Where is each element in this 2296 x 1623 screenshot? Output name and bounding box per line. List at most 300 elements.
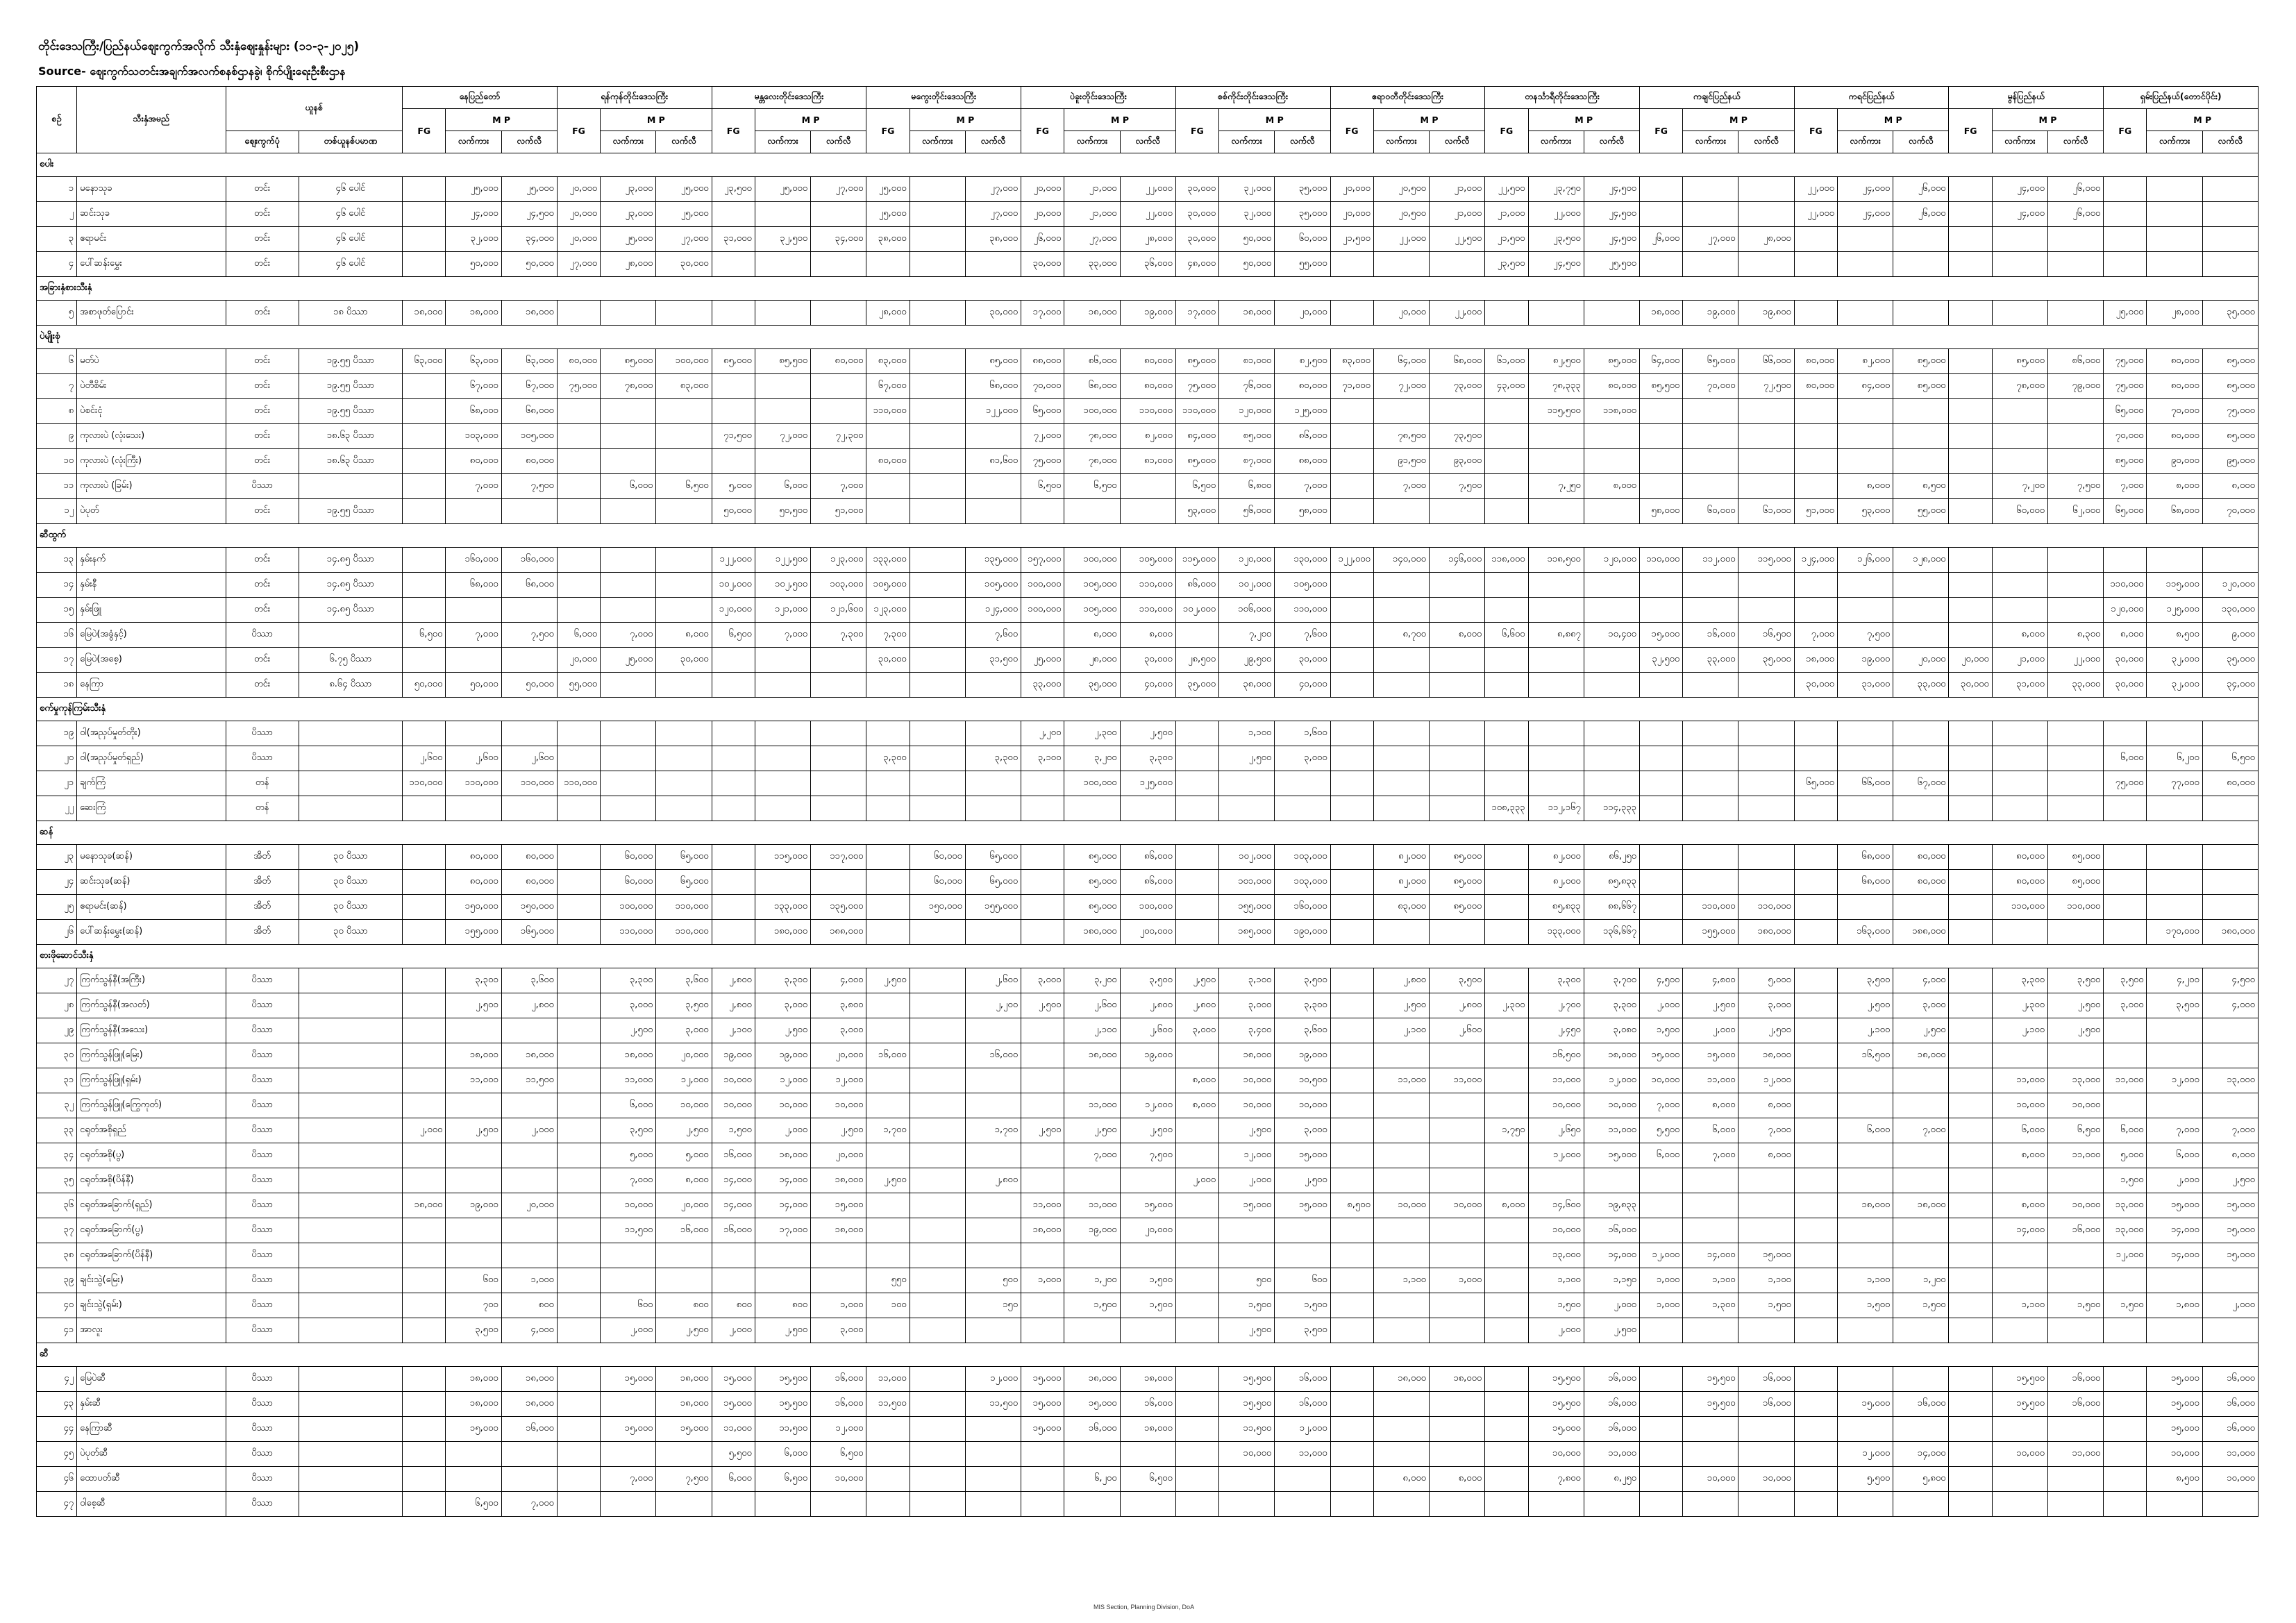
price-cell [403,796,446,821]
price-cell: ၁၅,၀၀၀ [601,1367,656,1392]
price-cell: ၁၀,၀၀၀ [712,1093,755,1118]
price-cell: ၅,၀၀၀ [601,1143,656,1168]
unit-measure [299,993,402,1018]
price-cell: ၃၄,၀၀၀ [2202,673,2258,698]
price-cell [2202,1018,2258,1043]
price-cell: ၃,၀၀၀ [1175,1018,1218,1043]
price-cell: ၃,၆၀၀ [656,968,712,993]
header-max: လက်လီ [1430,131,1485,153]
crop-name: ငရုတ်အခြောက်(ရှည်) [77,1193,226,1218]
price-cell: ၂၇,၀၀၀ [656,227,712,252]
price-cell: ၈၆,၀၀၀ [1275,424,1330,449]
price-cell: ၈,၀၀၀ [2202,1143,2258,1168]
price-cell: ၁၀,၀၀၀ [1639,1068,1682,1093]
price-cell: ၈၀,၀၀၀ [1275,374,1330,399]
price-cell: ၆၈,၀၀၀ [2147,499,2202,524]
price-cell: ၂,၆၅၀ [1528,1118,1584,1143]
crop-name: ကြက်သွန်နီ(အလတ်) [77,993,226,1018]
price-cell: ၁၅,၅၀၀ [755,1367,810,1392]
price-cell: ၁၈,၀၀၀ [1893,1043,1949,1068]
price-cell [1794,1243,1837,1268]
price-cell [1639,424,1682,449]
price-cell: ၂,၁၀၀ [712,1018,755,1043]
price-cell [1430,1318,1485,1343]
price-cell [1430,598,1485,623]
price-cell: ၇,၅၀၀ [1430,474,1485,499]
price-cell: ၇,၈၀၀ [1528,1467,1584,1492]
price-cell [1837,1168,1893,1193]
price-cell: ၈,၅၀၀ [2147,623,2202,648]
price-cell: ၆၈,၀၀၀ [1064,374,1120,399]
price-cell: ၄,၅၀၀ [2202,968,2258,993]
price-cell [910,796,965,821]
row-number: ၂၂ [37,796,77,821]
price-cell [1330,845,1373,870]
row-number: ၁၆ [37,623,77,648]
price-cell: ၂,၅၀၀ [1837,993,1893,1018]
price-cell: ၇၃,၀၀၀ [1430,374,1485,399]
unit-market: ပိဿာ [226,1068,299,1093]
unit-market: တင်း [226,202,299,227]
price-cell: ၆၅,၀၀၀ [656,870,712,895]
price-cell [910,746,965,771]
price-cell [1893,623,1949,648]
price-cell [656,721,712,746]
unit-measure: ၁၈.၆၃ ပိဿာ [299,424,402,449]
price-cell: ၂၀,၀၀၀ [811,1043,866,1068]
price-cell: ၁၀၀,၀၀၀ [656,349,712,374]
price-cell [1949,1367,1992,1392]
crop-name: ငရုတ်အစို(ပိန်နီ) [77,1168,226,1193]
price-cell: ၈၅,၀၀၀ [965,349,1021,374]
price-cell: ၂၈,၀၀၀ [2147,301,2202,326]
price-cell: ၈၅,၀၀၀ [2047,845,2103,870]
price-cell: ၈၅,၀၀၀ [2202,424,2258,449]
price-cell [1584,673,1639,698]
price-cell: ၁၃၀,၀၀၀ [2202,598,2258,623]
price-cell: ၆၀,၀၀၀ [1275,227,1330,252]
price-cell: ၂၄,၀၀၀ [1837,202,1893,227]
price-cell [1330,673,1373,698]
price-cell [1738,252,1794,277]
price-cell [965,1318,1021,1343]
price-cell: ၈၅,၀၀၀ [1893,374,1949,399]
price-cell [1837,399,1893,424]
price-cell: ၂၈,၀၀၀ [1120,227,1175,252]
price-cell: ၁၈,၀၀၀ [1373,1367,1429,1392]
price-cell [1485,1467,1528,1492]
price-cell: ၂,၀၀၀ [1683,1018,1738,1043]
price-cell: ၁,၆၀၀ [1275,721,1330,746]
price-cell [2104,1367,2147,1392]
price-cell: ၁၈,၀၀၀ [403,1193,446,1218]
price-cell [1794,1293,1837,1318]
unit-market: တင်း [226,177,299,202]
unit-measure [299,1268,402,1293]
price-cell: ၈,၀၀၀ [2147,474,2202,499]
price-cell [1485,474,1528,499]
price-cell [811,721,866,746]
price-cell: ၈၄,၀၀၀ [1837,374,1893,399]
price-cell: ၂၃,၅၀၀ [1528,227,1584,252]
price-cell [557,449,600,474]
price-cell: ၁,၅၀၀ [1738,1293,1794,1318]
price-cell: ၁၀၀,၀၀၀ [1120,895,1175,920]
price-cell [601,1243,656,1268]
price-cell [712,202,755,227]
price-cell [1485,399,1528,424]
price-cell: ၁၆,၀၀၀ [1120,1392,1175,1417]
price-cell [866,1417,910,1442]
price-cell [910,1168,965,1193]
price-cell: ၂,၅၀၀ [1219,746,1275,771]
price-cell: ၈၅,၈၃၃ [1528,895,1584,920]
price-cell: ၅၅,၀၀၀ [1893,499,1949,524]
row-number: ၃၅ [37,1168,77,1193]
price-cell [1275,796,1330,821]
price-cell: ၈၂,၀၀၀ [1528,845,1584,870]
price-cell [2202,796,2258,821]
price-cell [601,499,656,524]
price-cell: ၁၁,၀၀၀ [1683,1068,1738,1093]
price-cell [712,1243,755,1268]
price-cell [1738,845,1794,870]
price-cell: ၇,၅၀၀ [2047,474,2103,499]
price-cell [1584,1492,1639,1517]
price-cell [1485,1093,1528,1118]
price-cell [1330,1218,1373,1243]
price-cell [1219,1218,1275,1243]
crop-name: ဧရာမင်း(ဆန်) [77,895,226,920]
row-number: ၁၇ [37,648,77,673]
price-cell [1330,1318,1373,1343]
price-cell: ၁၆,၀၀၀ [1738,1392,1794,1417]
price-cell [1120,1492,1175,1517]
price-cell [1120,1168,1175,1193]
price-cell: ၆၈,၀၀၀ [1837,845,1893,870]
price-cell: ၃၀,၀၀၀ [1175,177,1218,202]
price-cell: ၈၆,၀၀၀ [1175,573,1218,598]
price-cell: ၁၆၃,၀၀၀ [1837,920,1893,945]
price-cell [965,673,1021,698]
header-mp: M P [1683,109,1795,131]
price-cell: ၁၀၀,၀၀၀ [1064,399,1120,424]
price-cell [2147,227,2202,252]
price-cell: ၁,၁၀၀ [1837,1268,1893,1293]
price-cell: ၁၆၀,၀၀၀ [446,548,501,573]
price-cell: ၁၅,၀၀၀ [712,1392,755,1417]
price-cell [1485,870,1528,895]
price-cell: ၁၁၈,၀၀၀ [1485,548,1528,573]
price-cell [1330,1093,1373,1118]
price-cell [1528,301,1584,326]
price-cell [1175,1243,1218,1268]
price-cell [2047,1043,2103,1068]
price-cell [2147,870,2202,895]
price-cell: ၂,၀၀၀ [501,1118,557,1143]
price-cell: ၁၆,၀၀၀ [866,1043,910,1068]
price-cell: ၁၈၀,၀၀၀ [2202,920,2258,945]
price-cell: ၈၅,၀၀၀ [2202,349,2258,374]
unit-measure: ၁၉.၅၅ ပိဿာ [299,499,402,524]
price-cell: ၁၁၅,၀၀၀ [1175,548,1218,573]
price-cell: ၆၇,၀၀၀ [501,374,557,399]
price-cell [1794,1143,1837,1168]
price-cell: ၁,၁၀၀ [1219,721,1275,746]
price-cell: ၂,၀၀၀ [1584,1293,1639,1318]
price-cell [712,1492,755,1517]
price-cell: ၂,၈၀၀ [712,993,755,1018]
price-cell [1330,1068,1373,1093]
price-cell: ၃,၀၀၀ [1219,993,1275,1018]
price-cell [1949,623,1992,648]
price-cell: ၁၉,၈၃၃ [1584,1193,1639,1218]
price-cell: ၃,၀၈၀ [1584,1018,1639,1043]
price-cell [1175,1193,1218,1218]
price-cell [1430,1118,1485,1143]
header-min: လက်ကား [1683,131,1738,153]
price-cell: ၁၈,၀၀၀ [501,1043,557,1068]
price-cell [910,1367,965,1392]
price-cell [1373,598,1429,623]
price-cell [866,1018,910,1043]
price-cell: ၁၀၅,၀၀၀ [1064,573,1120,598]
price-cell [2202,252,2258,277]
price-cell [1794,227,1837,252]
price-cell: ၁၅,၀၀၀ [1528,1417,1584,1442]
price-cell [557,598,600,623]
crop-name: နှမ်းနီ [77,573,226,598]
price-cell: ၂,၁၀၀ [1837,1018,1893,1043]
price-cell [910,399,965,424]
price-cell: ၃၀,၀၀၀ [2104,673,2147,698]
price-cell: ၁၀၀ [866,1293,910,1318]
price-cell [2047,721,2103,746]
price-cell: ၂၁,၀၀၀ [1485,202,1528,227]
unit-measure: ၄၆ ပေါင် [299,227,402,252]
price-cell: ၉၁,၅၀၀ [1373,449,1429,474]
price-cell: ၆,၂၀၀ [1064,1467,1120,1492]
price-cell: ၁၈,၀၀၀ [501,301,557,326]
header-region: မွန်ပြည်နယ် [1949,87,2104,109]
price-cell [501,1143,557,1168]
price-cell [2147,177,2202,202]
price-cell: ၅,၅၀၀ [1837,1467,1893,1492]
price-cell: ၇,၀၀၀ [811,474,866,499]
price-cell [965,499,1021,524]
price-cell [1893,1143,1949,1168]
price-cell [1893,424,1949,449]
price-cell [910,1043,965,1068]
price-cell [1373,1318,1429,1343]
price-cell: ၈,၀၀၀ [1120,623,1175,648]
price-cell: ၁၂,၀၀၀ [1219,1143,1275,1168]
price-cell: ၅၀,၀၀၀ [712,499,755,524]
price-cell [1120,1243,1175,1268]
price-cell [1794,721,1837,746]
unit-measure [299,1068,402,1093]
price-cell: ၂,၅၀၀ [2202,1168,2258,1193]
price-cell: ၁၀၀,၀၀၀ [1021,598,1064,623]
price-cell: ၈,၀၀၀ [1584,474,1639,499]
price-cell: ၁၈,၀၀၀ [656,1367,712,1392]
price-cell [1794,1392,1837,1417]
price-cell: ၇,၀၀၀ [1639,1093,1682,1118]
price-cell [2104,796,2147,821]
price-cell: ၂,၀၀၀ [712,1318,755,1343]
price-cell: ၅၈,၀၀၀ [1639,499,1682,524]
price-cell [557,1068,600,1093]
price-cell: ၁၅,၀၀၀ [1275,1193,1330,1218]
price-cell [1893,1243,1949,1268]
price-cell: ၇,၀၀၀ [2147,1118,2202,1143]
price-cell [965,1093,1021,1118]
price-cell: ၃,၀၀၀ [755,993,810,1018]
table-row [37,1417,2259,1442]
price-cell: ၇,၀၀၀ [755,623,810,648]
price-cell [2104,895,2147,920]
table-row [37,1268,2259,1293]
price-cell: ၁၆,၀၀၀ [2202,1417,2258,1442]
row-number: ၃၀ [37,1043,77,1068]
row-number: ၃၂ [37,1093,77,1118]
price-cell: ၈၀,၀၀၀ [1992,870,2047,895]
crop-name: ကုလားပဲ (ခြမ်း) [77,474,226,499]
table-row [37,870,2259,895]
price-cell: ၁၈,၀၀၀ [1893,1193,1949,1218]
price-cell: ၇၂,၀၀၀ [755,424,810,449]
price-cell [1485,1442,1528,1467]
price-cell [712,1268,755,1293]
price-cell [1949,845,1992,870]
price-cell: ၁၂၁,၀၀၀ [755,598,810,623]
price-cell [1794,1168,1837,1193]
price-cell [1683,721,1738,746]
price-cell: ၈၅,၅၀၀ [755,349,810,374]
price-cell [1175,1467,1218,1492]
price-cell: ၂၃,၅၀၀ [712,177,755,202]
unit-market: ပိဿာ [226,1268,299,1293]
price-cell [1430,1417,1485,1442]
header-region: စစ်ကိုင်းတိုင်းဒေသကြီး [1175,87,1330,109]
price-cell: ၈၀,၀၀၀ [1893,845,1949,870]
price-cell [1794,399,1837,424]
price-cell: ၁၁၀,၀၀၀ [656,895,712,920]
page-title: တိုင်းဒေသကြီး/ပြည်နယ်ဈေးကွက်အလိုက် သီးနှံဈေးနှုန်းများ (၁၁-၃-၂၀၂၅) [38,40,360,53]
price-cell [557,1268,600,1293]
price-cell [557,1043,600,1068]
price-cell [1992,796,2047,821]
price-cell [1120,499,1175,524]
price-cell: ၃,၅၀၀ [1430,968,1485,993]
price-cell [2104,1318,2147,1343]
price-cell: ၁၂၃,၀၀၀ [811,548,866,573]
header-min: လက်ကား [910,131,965,153]
crop-name: ဆေးကြံ [77,796,226,821]
header-mp: M P [1837,109,1949,131]
unit-measure: ၆.၇၅ ပိဿာ [299,648,402,673]
price-cell [1330,1018,1373,1043]
price-cell: ၆,၀၀၀ [1639,1143,1682,1168]
crop-name: ဝါ(အညှပ်မှုတ်တိုး) [77,721,226,746]
row-number: ၁၁ [37,474,77,499]
price-cell: ၁၄,၀၀၀ [712,1193,755,1218]
price-cell [1584,771,1639,796]
price-cell [1021,499,1064,524]
price-cell [811,252,866,277]
price-cell: ၈၅,၀၀၀ [601,349,656,374]
price-cell: ၁၀၅,၀၀၀ [501,424,557,449]
row-number: ၄၆ [37,1467,77,1492]
price-cell [866,424,910,449]
price-cell: ၁,၀၀၀ [501,1268,557,1293]
price-cell: ၁၁၀,၀၀၀ [1738,895,1794,920]
price-cell: ၆,၀၀၀ [557,623,600,648]
category-row [37,945,2259,968]
unit-market: ပိဿာ [226,1392,299,1417]
price-cell: ၆,၅၀၀ [1021,474,1064,499]
price-cell [403,177,446,202]
price-cell: ၁၆,၀၀၀ [2047,1218,2103,1243]
price-cell [1330,1243,1373,1268]
price-cell: ၈၀,၀၀၀ [501,870,557,895]
header-min: လက်ကား [2147,131,2202,153]
price-cell: ၁၄၀,၀၀၀ [1373,548,1429,573]
price-cell: ၇,၅၀၀ [656,1467,712,1492]
price-cell [1485,1043,1528,1068]
price-cell [1893,721,1949,746]
price-cell: ၁၁၀,၀၀၀ [403,771,446,796]
price-cell [1330,746,1373,771]
price-cell [712,746,755,771]
price-cell: ၈၅,၀၀၀ [1219,424,1275,449]
price-cell: ၁၈,၀၀၀ [501,1367,557,1392]
price-cell [1949,301,1992,326]
price-cell [656,548,712,573]
price-cell [1175,721,1218,746]
price-cell [1175,1318,1218,1343]
price-cell [1021,1467,1064,1492]
price-cell [1373,1492,1429,1517]
price-cell [1639,895,1682,920]
price-cell: ၂,၅၀၀ [656,1118,712,1143]
price-cell: ၈၁,၀၀၀ [1219,349,1275,374]
unit-market: အိတ် [226,895,299,920]
price-cell [1738,573,1794,598]
price-cell: ၂၀,၀၀၀ [1373,301,1429,326]
price-cell: ၅၅,၀၀၀ [1275,252,1330,277]
price-cell: ၄,၅၀၀ [1639,968,1682,993]
price-cell: ၉၀,၀၀၀ [2147,449,2202,474]
price-cell [1949,252,1992,277]
price-cell [811,771,866,796]
price-cell [403,895,446,920]
price-cell [910,1467,965,1492]
price-cell [712,449,755,474]
price-cell [1330,1367,1373,1392]
price-cell: ၈၃,၀၀၀ [1330,349,1373,374]
price-cell: ၁၁၀,၀၀၀ [501,771,557,796]
header-fg: FG [1639,109,1682,153]
price-cell: ၁,၅၀၀ [1893,1293,1949,1318]
price-cell: ၅၀,၀၀၀ [446,673,501,698]
price-cell [712,301,755,326]
price-cell: ၇,၀၀၀ [1738,1118,1794,1143]
crop-name: ကြက်သွန်ဖြူ(မြေး) [77,1043,226,1068]
price-cell [601,424,656,449]
price-cell: ၂၁,၀၀၀ [1430,177,1485,202]
price-cell [656,1268,712,1293]
